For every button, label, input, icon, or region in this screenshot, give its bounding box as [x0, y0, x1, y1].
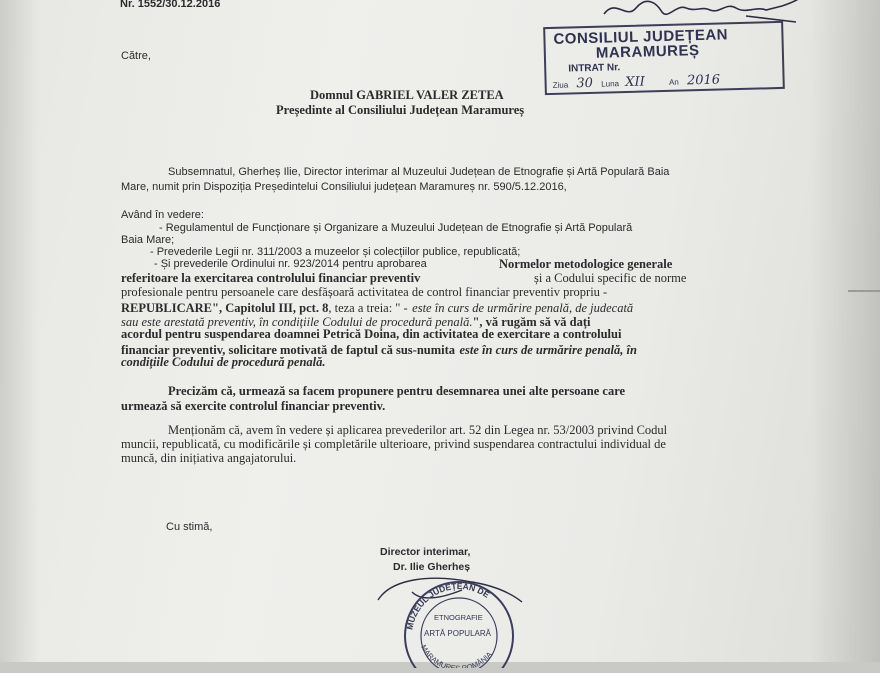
motivation-text: financiar preventiv, solicitare motivată de faptul că sus-numita: [121, 343, 456, 357]
motivation-italic: este în curs de urmărire penală, în: [459, 343, 637, 357]
mentionam-line-2: muncii, republicată, cu modificările și completările ulterioare, privind suspendarea contractului individual de: [121, 437, 666, 451]
recipient-name: Domnul GABRIEL VALER ZETEA: [310, 88, 504, 102]
mentionam-line-1: Menționăm că, avem în vedere și aplicarea prevederilor art. 52 din Legea nr. 53/2003 privind Codul: [168, 423, 668, 437]
page-shadow-left: [0, 0, 40, 662]
seal-graphic: [398, 578, 520, 668]
request-start: ", vă rugăm să vă dați: [472, 315, 591, 329]
bullet-3-line-6: acordul pentru suspendarea doamnei Petrică Doina, din activitatea de exercitare a controlului: [121, 327, 622, 341]
bullet-3-line-1b: Normelor metodologice generale: [499, 257, 673, 271]
precizam-line-1: Precizăm că, urmează sa facem propunere pentru desemnarea unei alte persoane care: [168, 384, 626, 398]
intro-line-2: Mare, numit prin Dispoziția Președintelui Consiliului județean Maramureș nr. 590/5.12.2016,: [121, 181, 567, 193]
seal-middle-2: ARTĂ POPULARĂ: [424, 629, 491, 638]
stamp-line2: MARAMUREȘ: [595, 42, 700, 62]
quoted-clause-1: este în curs de urmărire penală, de judecată: [412, 301, 634, 315]
bullet-3-line-3: profesionale pentru persoanele care desfășoară activitatea de control financiar preventiv propriu -: [121, 285, 608, 299]
mentionam-line-3: muncă, din inițiativa angajatorului.: [121, 451, 297, 465]
intro-line-1: Subsemnatul, Gherheș Ilie, Director interimar al Muzeului Județean de Etnografie și Artă Populară Baia: [168, 166, 670, 178]
recipient-title: Președinte al Consiliului Județean Maramureș: [276, 103, 525, 117]
stamp-line1: CONSILIUL JUDEȚEAN: [553, 26, 729, 48]
stamp-date-row: [552, 73, 720, 92]
stamp-month-label: Luna: [601, 79, 620, 89]
museum-seal: [398, 578, 520, 673]
page-edge-line: [848, 290, 880, 292]
bullet-3-line-1a: - Și prevederile Ordinului nr. 923/2014 pentru aprobarea: [154, 258, 427, 270]
signer-title: Director interimar,: [380, 546, 471, 558]
seal-middle-1: ETNOGRAFIE: [434, 613, 483, 622]
bullet-3-line-2b: și a Codului specific de norme: [534, 271, 687, 285]
having-regard-label: Având în vedere:: [121, 209, 204, 221]
to-label: Către,: [121, 50, 151, 62]
bullet-3-line-2a: referitoare la exercitarea controlului financiar preventiv: [121, 271, 421, 285]
stamp-year-label: An: [668, 77, 679, 87]
bullet-1-line-1: - Regulamentul de Funcționare și Organizare a Muzeului Județean de Etnografie și Artă Populară: [159, 222, 633, 234]
stamp-entry-label: INTRAT Nr.: [568, 62, 621, 75]
bullet-3-line-8: condițiile Codului de procedură penală.: [121, 355, 326, 369]
seal-outer-text: MUZEUL JUDEȚEAN DE: [404, 580, 492, 631]
stamp-day-label: Ziua: [552, 80, 569, 90]
closing-salutation: Cu stimă,: [166, 521, 213, 533]
seal-bottom-text: MARAMURE ROMÂNIA: [419, 643, 494, 668]
document-number: Nr. 1552/30.12.2016: [120, 0, 221, 10]
chapter-ref: , Capitolul III, pct. 8: [218, 301, 329, 315]
bullet-1-line-2: Baia Mare;: [121, 234, 175, 246]
registration-stamp: [543, 21, 785, 95]
page-shadow-right: [810, 0, 880, 662]
republicare-text: REPUBLICARE": [121, 301, 219, 315]
stamp-day-value: 30: [576, 75, 594, 92]
svg-text:MUZEUL JUDEȚEAN DE: [404, 581, 491, 631]
signer-name: Dr. Ilie Gherheș: [393, 561, 471, 573]
precizam-line-2: urmează să exercite controlul financiar preventiv.: [121, 399, 386, 413]
thesis-ref: , teza a treia: " -: [328, 301, 408, 315]
stamp-year-value: 2016: [686, 72, 721, 89]
svg-text:MARAMUREȘ ROMÂNIA: [419, 643, 494, 668]
bullet-2: - Prevederile Legii nr. 311/2003 a muzeelor și colecțiilor publice, republicată;: [150, 246, 521, 258]
stamp-month-value: XII: [625, 74, 645, 91]
quoted-clause-2: sau este arestată preventiv, în condițiile Codului de procedură penală.: [121, 315, 473, 329]
